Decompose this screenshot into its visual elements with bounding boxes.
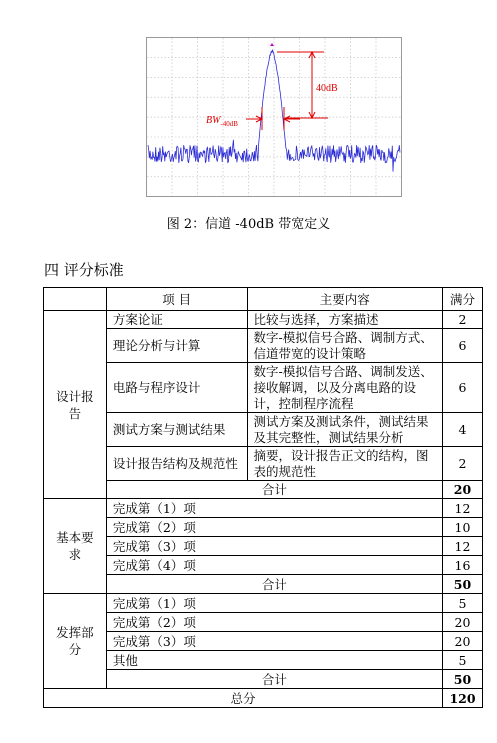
row-item: 完成第（1）项 — [106, 499, 442, 518]
total-label: 总分 — [44, 689, 443, 708]
table-row — [44, 537, 483, 556]
grading-table — [43, 287, 483, 708]
40db-label: 40dB — [316, 83, 338, 94]
row-item: 完成第（2）项 — [106, 613, 442, 632]
figure-caption: 图 2：信道 -40dB 带宽定义 — [166, 217, 331, 232]
subtotal-label: 合计 — [106, 575, 442, 594]
table-header-row — [44, 288, 483, 311]
table-row — [44, 499, 483, 518]
row-score: 12 — [442, 537, 482, 556]
row-score: 2 — [442, 311, 482, 329]
row-item: 设计报告结构及规范性 — [106, 447, 247, 481]
row-item: 完成第（4）项 — [106, 556, 442, 575]
spectrum-figure — [146, 37, 402, 197]
table-row — [44, 447, 483, 481]
table-row — [44, 311, 483, 329]
table-row — [44, 651, 483, 670]
table-row — [44, 518, 483, 537]
row-item: 完成第（3）项 — [106, 537, 442, 556]
section-title: 四 评分标准 — [44, 261, 124, 279]
bw-label: $BW_{-40dB}$ — [206, 115, 238, 128]
row-score: 16 — [442, 556, 482, 575]
row-score: 20 — [442, 632, 482, 651]
row-score: 6 — [442, 363, 482, 413]
row-score: 6 — [442, 329, 482, 363]
subtotal-row — [44, 481, 483, 499]
row-item: 理论分析与计算 — [106, 329, 247, 363]
row-content: 测试方案及测试条件，测试结果及其完整性，测试结果分析 — [247, 413, 442, 447]
row-item: 完成第（3）项 — [106, 632, 442, 651]
table-row — [44, 594, 483, 613]
header-score: 满分 — [442, 288, 482, 311]
header-content: 主要内容 — [247, 288, 442, 311]
subtotal-score: 50 — [442, 670, 482, 689]
row-score: 12 — [442, 499, 482, 518]
row-item: 完成第（2）项 — [106, 518, 442, 537]
row-item: 方案论证 — [106, 311, 247, 329]
subtotal-score: 20 — [442, 481, 482, 499]
table-row — [44, 413, 483, 447]
table-row — [44, 363, 483, 413]
table-row — [44, 329, 483, 363]
subtotal-label: 合计 — [106, 481, 442, 499]
row-score: 2 — [442, 447, 482, 481]
row-item: 完成第（1）项 — [106, 594, 442, 613]
subtotal-score: 50 — [442, 575, 482, 594]
header-blank — [44, 288, 107, 311]
row-item: 测试方案与测试结果 — [106, 413, 247, 447]
row-score: 10 — [442, 518, 482, 537]
subtotal-row — [44, 575, 483, 594]
row-score: 4 — [442, 413, 482, 447]
header-item: 项 目 — [106, 288, 247, 311]
table-row — [44, 632, 483, 651]
group-name: 发挥部分 — [44, 594, 107, 689]
row-score: 5 — [442, 651, 482, 670]
table-row — [44, 613, 483, 632]
row-score: 20 — [442, 613, 482, 632]
row-score: 5 — [442, 594, 482, 613]
total-score: 120 — [442, 689, 482, 708]
row-content: 数字-模拟信号合路、调制发送、接收解调，以及分离电路的设计，控制程序流程 — [247, 363, 442, 413]
row-content: 数字-模拟信号合路、调制方式、信道带宽的设计策略 — [247, 329, 442, 363]
subtotal-label: 合计 — [106, 670, 442, 689]
table-row — [44, 556, 483, 575]
group-name: 设计报告 — [44, 311, 107, 499]
row-content: 摘要，设计报告正文的结构，图表的规范性 — [247, 447, 442, 481]
row-item: 电路与程序设计 — [106, 363, 247, 413]
row-content: 比较与选择，方案描述 — [247, 311, 442, 329]
group-name: 基本要求 — [44, 499, 107, 594]
total-row — [44, 689, 483, 708]
row-item: 其他 — [106, 651, 442, 670]
subtotal-row — [44, 670, 483, 689]
